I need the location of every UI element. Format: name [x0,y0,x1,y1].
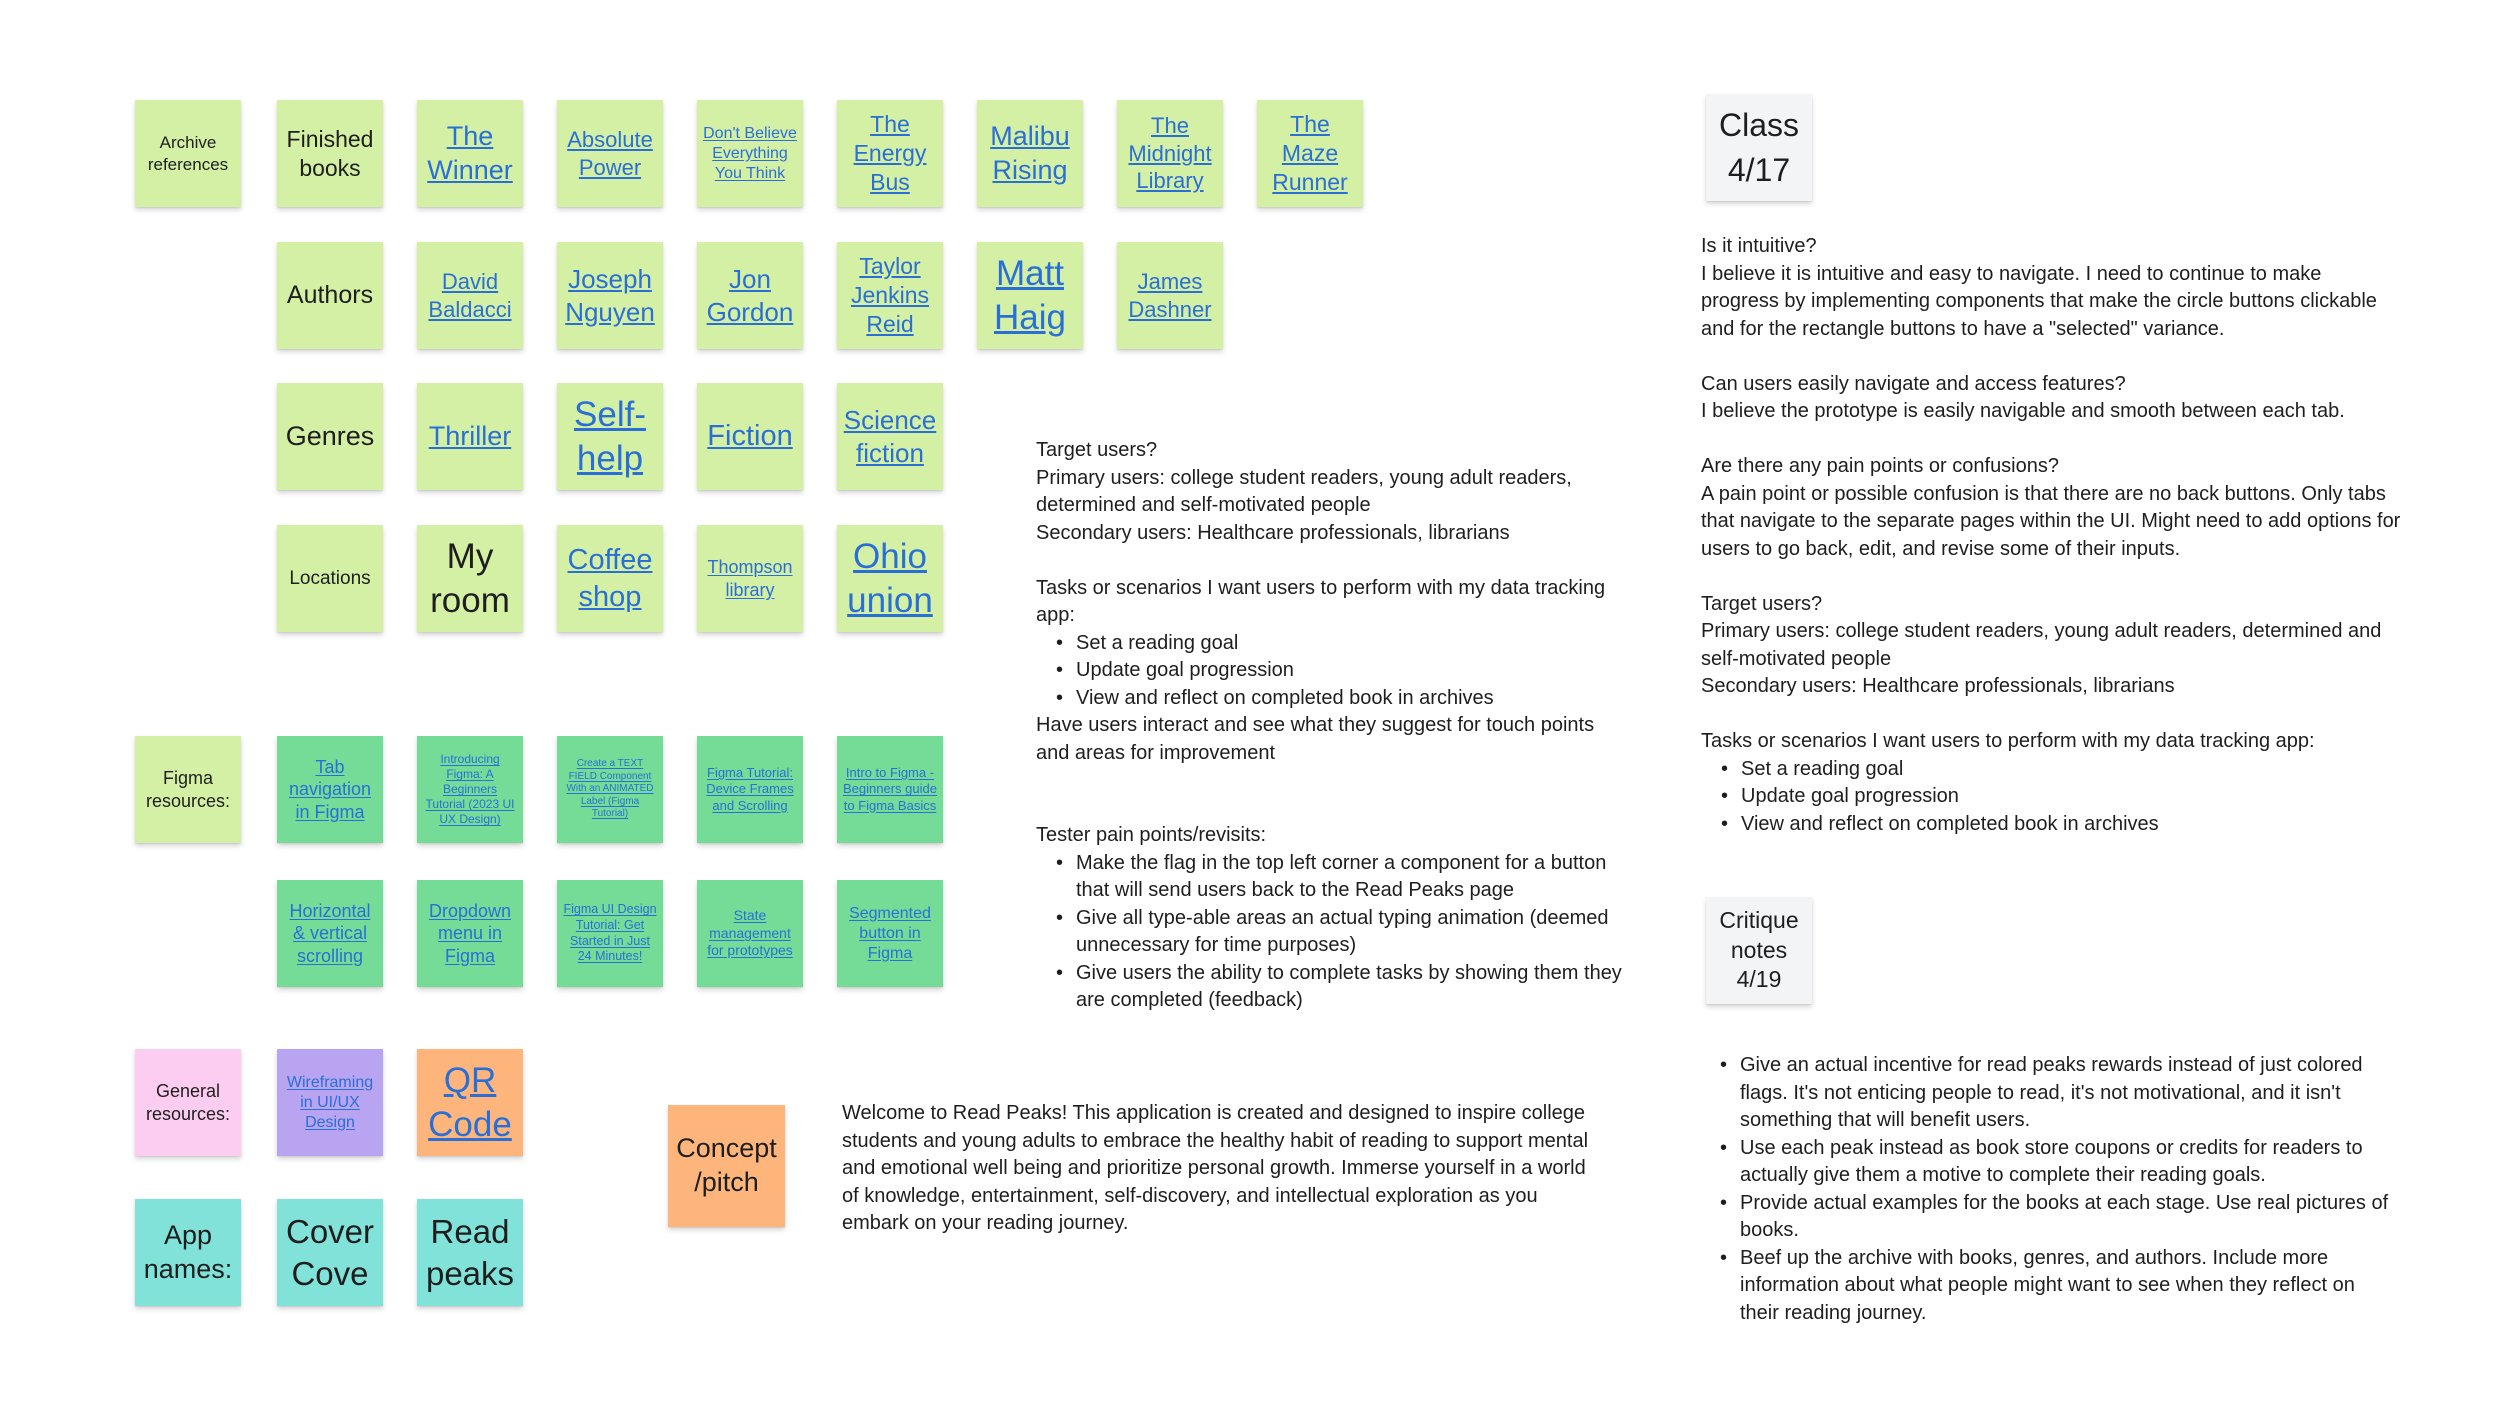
pitch-paragraph: Welcome to Read Peaks! This application is created and designed to inspire college students and young adults to embrace the healthy habit of reading to support mental and emotional well being and prioritize personal growth. Immerse yourself in a world of knowledge, entertainment, self-discovery, and intellectual exploration as you embark on your reading journey. [842,1102,1589,1234]
critique-label: Critique notes 4/19 [1719,906,1799,993]
interact-text: Have users interact and see what they suggest for touch points and areas for improvement [1036,714,1595,764]
sticky-author-david-baldacci[interactable] [417,242,523,349]
sticky-figma-resource[interactable] [837,880,943,987]
location-link[interactable]: Coffee shop [567,544,653,613]
sticky-figma-resource[interactable] [557,736,663,843]
sticky-figma-resource[interactable] [277,880,383,987]
figma-resource-link[interactable]: Figma Tutorial: Device Frames and Scrolling [706,765,794,813]
figma-resources-label: Figma resources: [145,768,231,811]
finished-books-label: Finished books [286,125,374,181]
sticky-figma-resource[interactable] [697,736,803,843]
sticky-author-matt-haig[interactable] [977,242,1083,349]
sticky-app-name-read-peaks[interactable] [417,1199,523,1306]
sticky-book-energy-bus[interactable] [837,100,943,207]
app-name-text: Read peaks [425,1213,515,1292]
book-link[interactable]: Malibu Rising [990,120,1070,185]
sticky-general-resources[interactable] [135,1049,241,1156]
author-link[interactable]: Joseph Nguyen [565,264,655,327]
author-link[interactable]: David Baldacci [428,269,512,322]
sticky-wireframing[interactable] [277,1049,383,1156]
app-names-label: App names: [143,1219,233,1284]
sticky-qr-code[interactable] [417,1049,523,1156]
answer-intuitive: I believe it is intuitive and easy to navigate. I need to continue to make progress by implementing components that make the circle buttons clickable and for the rectangle buttons to have a "selected" variance. [1701,262,2377,340]
sticky-genre-science-fiction[interactable] [837,383,943,490]
sticky-figma-resources[interactable] [135,736,241,843]
question-tasks: Tasks or scenarios I want users to perform with my data tracking app: [1701,730,2315,752]
sticky-book-midnight-library[interactable] [1117,100,1223,207]
location-link[interactable]: Thompson library [707,557,793,600]
class-notes [1701,233,2401,838]
genres-label: Genres [285,420,375,451]
qr-code-link[interactable]: QR Code [428,1060,512,1144]
book-link[interactable]: The Winner [427,120,513,185]
middle-notes [1036,437,1626,767]
sticky-genres[interactable] [277,383,383,490]
figma-resource-link[interactable]: Dropdown menu in Figma [428,900,512,966]
sticky-genre-self-help[interactable] [557,383,663,490]
author-link[interactable]: Taylor Jenkins Reid [851,253,929,337]
pain-point-item: • Give users the ability to complete tasks by showing them they are completed (feedback) [1076,960,1626,1015]
task-item: • Update goal progression [1741,783,2401,811]
figma-resource-link[interactable]: Segmented button in Figma [849,904,931,962]
sticky-genre-thriller[interactable] [417,383,523,490]
sticky-author-taylor-jenkins-reid[interactable] [837,242,943,349]
target-users-heading: Target users? [1036,439,1158,461]
sticky-archive-references[interactable] [135,100,241,207]
concept-pitch-label: Concept /pitch [676,1133,777,1197]
sticky-figma-resource[interactable] [277,736,383,843]
sticky-book-malibu-rising[interactable] [977,100,1083,207]
pain-points-list [1036,850,1626,1015]
answer-secondary-users: Secondary users: Healthcare professionals, librarians [1701,675,2175,697]
sticky-finished-books[interactable] [277,100,383,207]
author-link[interactable]: Matt Haig [994,253,1066,337]
task-item: • Set a reading goal [1076,630,1626,658]
sticky-genre-fiction[interactable] [697,383,803,490]
tester-pain-points [1036,822,1626,1015]
sticky-locations[interactable] [277,525,383,632]
figma-resource-link[interactable]: Intro to Figma - Beginners guide to Figma Basics [843,765,937,813]
sticky-location-my-room[interactable] [417,525,523,632]
task-item: • View and reflect on completed book in archives [1741,811,2401,839]
sticky-book-the-winner[interactable] [417,100,523,207]
question-target-users: Target users? [1701,592,1823,615]
class-tasks-list [1701,756,2401,839]
archive-references-label: Archive references [147,133,229,174]
question-pain-points: Are there any pain points or confusions? [1701,455,2059,477]
genre-link[interactable]: Fiction [707,420,793,453]
sticky-author-jon-gordon[interactable] [697,242,803,349]
book-link[interactable]: Absolute Power [567,127,653,180]
book-link[interactable]: Don't Believe Everything You Think [703,124,797,182]
critique-list [1700,1052,2390,1327]
pain-point-item: • Make the flag in the top left corner a component for a button that will send users back to the Read Peaks page [1076,850,1626,905]
pain-point-item: • Give all type-able areas an actual typing animation (deemed unnecessary for time purposes) [1076,905,1626,960]
book-link[interactable]: The Energy Bus [853,111,927,195]
critique-item: • Give an actual incentive for read peaks rewards instead of just colored flags. It's not enticing people to read, it's not motivational, and it isn't something that will benefit users. [1740,1052,2390,1135]
genre-link[interactable]: Self-help [574,394,646,478]
app-name-text: Cover Cove [285,1213,375,1292]
answer-navigate: I believe the prototype is easily navigable and smooth between each tab. [1701,400,2345,422]
author-link[interactable]: Jon Gordon [706,264,794,327]
critique-item: • Provide actual examples for the books at each stage. Use real pictures of books. [1740,1190,2390,1245]
task-item: • View and reflect on completed book in archives [1076,685,1626,713]
secondary-users-text: Secondary users: Healthcare professionals, librarians [1036,521,1510,544]
task-item: • Update goal progression [1076,657,1626,685]
critique-item: • Use each peak instead as book store coupons or credits for readers to actually give them a motive to complete their reading goals. [1740,1135,2390,1190]
authors-label: Authors [286,280,374,309]
genre-link[interactable]: Science fiction [843,405,937,468]
figma-resource-link[interactable]: State management for prototypes [707,907,793,959]
wireframing-link[interactable]: Wireframing in UI/UX Design [286,1073,374,1131]
question-intuitive: Is it intuitive? [1701,235,1817,257]
critique-notes-list [1700,1052,2390,1327]
location-text: My room [430,536,510,620]
question-navigate: Can users easily navigate and access features? [1701,372,2126,395]
sticky-app-names[interactable] [135,1199,241,1306]
figma-resource-link[interactable]: Create a TEXT FIELD Component With an ANIMATED Label (Figma Tutorial) [566,758,654,820]
figma-resource-link[interactable]: Introducing Figma: A Beginners Tutorial (2023 UI UX Design) [425,752,515,826]
sticky-figma-resource[interactable] [837,736,943,843]
pain-points-heading: Tester pain points/revisits: [1036,824,1267,846]
sticky-author-james-dashner[interactable] [1117,242,1223,349]
answer-primary-users: Primary users: college student readers, young adult readers, determined and self-motivated people [1701,620,2382,670]
concept-pitch-text [842,1100,1592,1238]
sticky-concept-pitch[interactable] [668,1105,785,1227]
critique-item: • Beef up the archive with books, genres, and authors. Include more information about what people might want to see when they reflect on their reading journey. [1740,1245,2390,1328]
primary-users-text: Primary users: college student readers, young adult readers, determined and self-motivated people [1036,466,1572,516]
sticky-author-joseph-nguyen[interactable] [557,242,663,349]
sticky-book-maze-runner[interactable] [1257,100,1363,207]
tasks-list [1036,630,1626,713]
sticky-figma-resource[interactable] [417,880,523,987]
sticky-critique-notes[interactable] [1706,897,1812,1004]
figma-resource-link[interactable]: Tab navigation in Figma [288,756,372,822]
general-resources-label: General resources: [145,1081,231,1124]
book-link[interactable]: The Midnight Library [1128,113,1212,194]
sticky-location-thompson-library[interactable] [697,525,803,632]
task-item: • Set a reading goal [1741,756,2401,784]
sticky-location-coffee-shop[interactable] [557,525,663,632]
sticky-figma-resource[interactable] [557,880,663,987]
genre-link[interactable]: Thriller [428,420,512,451]
sticky-book-absolute-power[interactable] [557,100,663,207]
sticky-authors[interactable] [277,242,383,349]
location-link[interactable]: Ohio union [847,536,933,620]
answer-pain-points: A pain point or possible confusion is that there are no back buttons. Only tabs that navigate to the separate pages within the UI. Might need to add options for users to go back, edit, and revise some of their inputs. [1701,482,2401,560]
author-link[interactable]: James Dashner [1128,269,1212,322]
book-link[interactable]: The Maze Runner [1272,111,1348,195]
sticky-class-4-17[interactable] [1706,94,1812,201]
sticky-location-ohio-union[interactable] [837,525,943,632]
figma-resource-link[interactable]: Figma UI Design Tutorial: Get Started in Just 24 Minutes! [563,902,657,964]
sticky-figma-resource[interactable] [697,880,803,987]
sticky-book-dont-believe[interactable] [697,100,803,207]
class-label: Class 4/17 [1718,106,1799,188]
tasks-heading: Tasks or scenarios I want users to perform with my data tracking app: [1036,576,1606,626]
sticky-app-name-cover-cove[interactable] [277,1199,383,1306]
sticky-figma-resource[interactable] [417,736,523,843]
locations-label: Locations [289,567,371,589]
figma-resource-link[interactable]: Horizontal & vertical scrolling [289,900,371,966]
